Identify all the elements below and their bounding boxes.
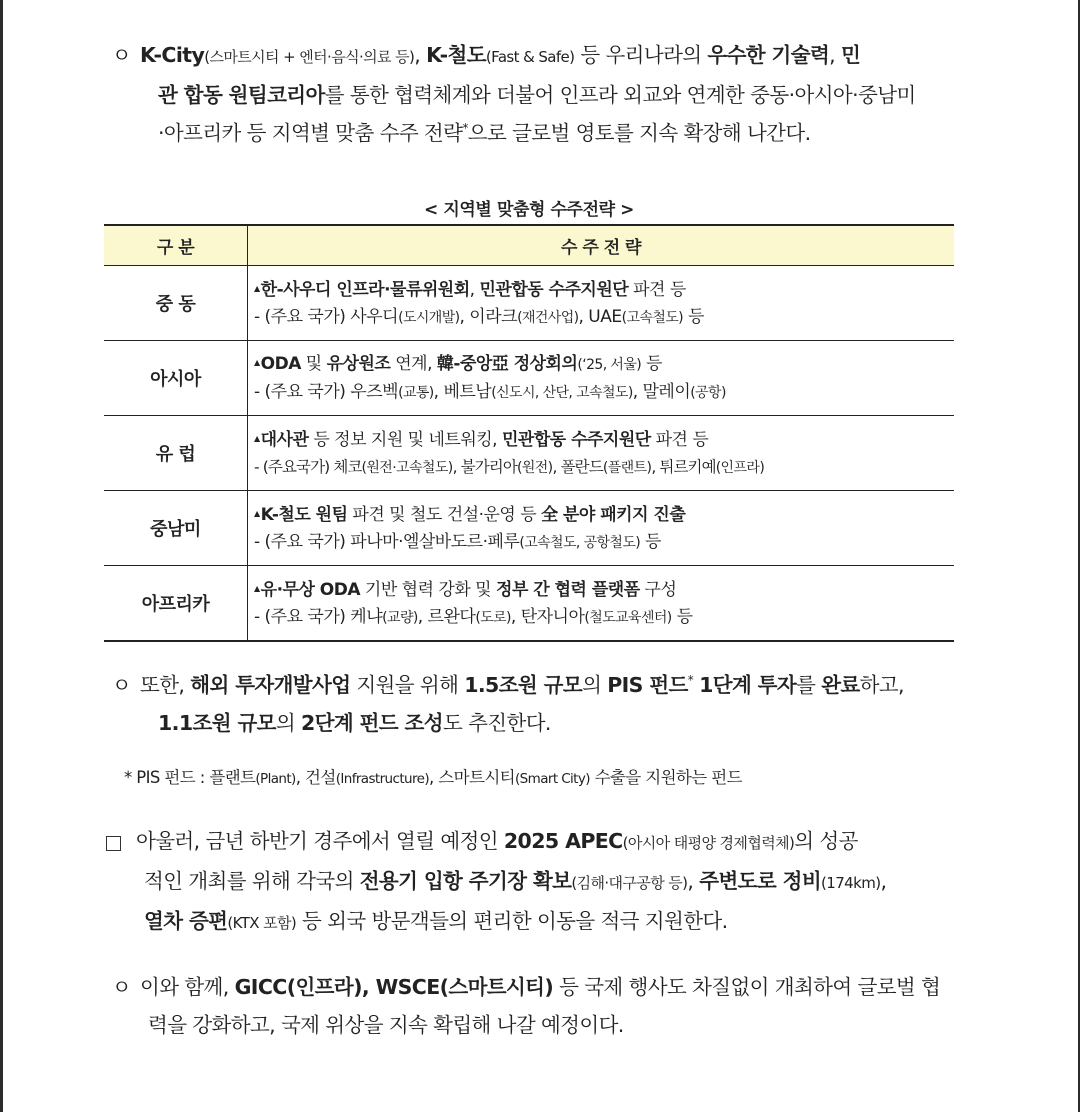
- triangle-bullet-icon: ▲: [254, 508, 260, 518]
- strategy-countries: - (주요 국가) 우즈벡(교통), 베트남(신도시, 산단, 고속철도), 말레이(공항): [254, 382, 726, 402]
- text-line: 1.1조원 규모의 2단계 펀드 조성도 추진한다.: [158, 711, 551, 735]
- strategy-main: [254, 275, 954, 304]
- text-line: 이와 함께, GICC(인프라), WSCE(스마트시티) 등 국제 행사도 차질없이 개최하여 글로벌 협: [140, 975, 941, 999]
- table-row: [104, 266, 954, 341]
- table-title: < 지역별 맞춤형 수주전략 >: [424, 200, 634, 220]
- text-line: 력을 강화하고, 국제 위상을 지속 확립해 나갈 예정이다.: [148, 1013, 624, 1037]
- strategy-cell: [248, 566, 955, 642]
- bullet-circle: ㅇ: [112, 673, 131, 697]
- triangle-bullet-icon: ▲: [254, 433, 260, 443]
- triangle-bullet-icon: ▲: [254, 358, 260, 367]
- paragraph-kcity: [112, 36, 992, 152]
- square-bullet-icon: [106, 824, 132, 862]
- strategy-main: [254, 425, 954, 454]
- text-line: 아울러, 금년 하반기 경주에서 열릴 예정인 2025 APEC(아시아 태평양 경제협력체)의 성공: [136, 829, 858, 853]
- strategy-main: [254, 575, 954, 604]
- strategy-countries: - (주요 국가) 파나마·엘살바도르·페루(고속철도, 공항철도) 등: [254, 531, 661, 552]
- paragraph-events: [112, 968, 992, 1044]
- paragraph-pis-fund: [112, 666, 992, 742]
- triangle-bullet-icon: ▲: [254, 583, 260, 593]
- text-line: ·아프리카 등 지역별 맞춤 수주 전략*으로 글로벌 영토를 지속 확장해 나간다.: [158, 121, 811, 145]
- table-row: [104, 491, 954, 566]
- bullet-circle: ㅇ: [112, 43, 131, 67]
- strategy-main-text: 유·무상 ODA 기반 협력 강화 및 정부 간 협력 플랫폼 구성: [260, 579, 677, 600]
- strategy-main-text: 한-사우디 인프라·물류위원회, 민관합동 수주지원단 파견 등: [260, 279, 686, 300]
- strategy-main-text: K-철도 원팀 파견 및 철도 건설·운영 등 全 분야 패키지 진출: [260, 504, 686, 525]
- strategy-cell: [248, 341, 955, 416]
- page-border-left: [0, 0, 3, 1112]
- region-cell: 중남미: [104, 491, 248, 566]
- header-strategy: 수 주 전 략: [248, 225, 955, 266]
- region-cell: 아시아: [104, 341, 248, 416]
- regional-strategy-table: [104, 224, 954, 642]
- triangle-bullet-icon: ▲: [254, 283, 260, 293]
- text-line: 적인 개최를 위해 각국의 전용기 입항 주기장 확보(김해·대구공항 등), 주변도로 정비(174km),: [144, 869, 887, 893]
- strategy-countries: - (주요 국가) 사우디(도시개발), 이라크(재건사업), UAE(고속철도) 등: [254, 306, 704, 327]
- text-line: K-City(스마트시티 + 엔터·음식·의료 등), K-철도(Fast & Safe) 등 우리나라의 우수한 기술력, 민: [140, 43, 861, 67]
- strategy-main-text: 대사관 등 정보 지원 및 네트워킹, 민관합동 수주지원단 파견 등: [260, 429, 709, 450]
- table-row: [104, 566, 954, 642]
- strategy-main-text: ODA 및 유상원조 연계, 韓-중앙亞 정상회의(‘25, 서울) 등: [260, 354, 662, 374]
- header-region: 구 분: [104, 225, 248, 266]
- text-line: 또한, 해외 투자개발사업 지원을 위해 1.5조원 규모의 PIS 펀드* 1단계 투자를 완료하고,: [140, 673, 904, 697]
- footnote-pis: * PIS 펀드 : 플랜트(Plant), 건설(Infrastructure), 스마트시티(Smart City) 수출을 지원하는 펀드: [124, 768, 742, 787]
- bullet-circle: ㅇ: [112, 975, 131, 999]
- table-header-row: [104, 225, 954, 266]
- table-row: [104, 341, 954, 416]
- strategy-main: [254, 500, 954, 529]
- text-line: 열차 증편(KTX 포함) 등 외국 방문객들의 편리한 이동을 적극 지원한다.: [144, 909, 728, 933]
- table-row: [104, 416, 954, 491]
- strategy-cell: [248, 491, 955, 566]
- strategy-countries: - (주요 국가) 케냐(교량), 르완다(도로), 탄자니아(철도교육센터) 등: [254, 606, 693, 627]
- region-cell: 중 동: [104, 266, 248, 341]
- strategy-main: [254, 349, 954, 379]
- text-line: 관 합동 원팀코리아를 통한 협력체계와 더불어 인프라 외교와 연계한 중동·아시아·중남미: [158, 83, 916, 107]
- strategy-countries: - (주요국가) 체코(원전·고속철도), 불가리아(원전), 폴란드(플랜트), 튀르키예(인프라): [254, 457, 765, 476]
- paragraph-apec: [106, 822, 996, 942]
- region-cell: 유 럽: [104, 416, 248, 491]
- region-cell: 아프리카: [104, 566, 248, 642]
- strategy-cell: [248, 266, 955, 341]
- strategy-cell: [248, 416, 955, 491]
